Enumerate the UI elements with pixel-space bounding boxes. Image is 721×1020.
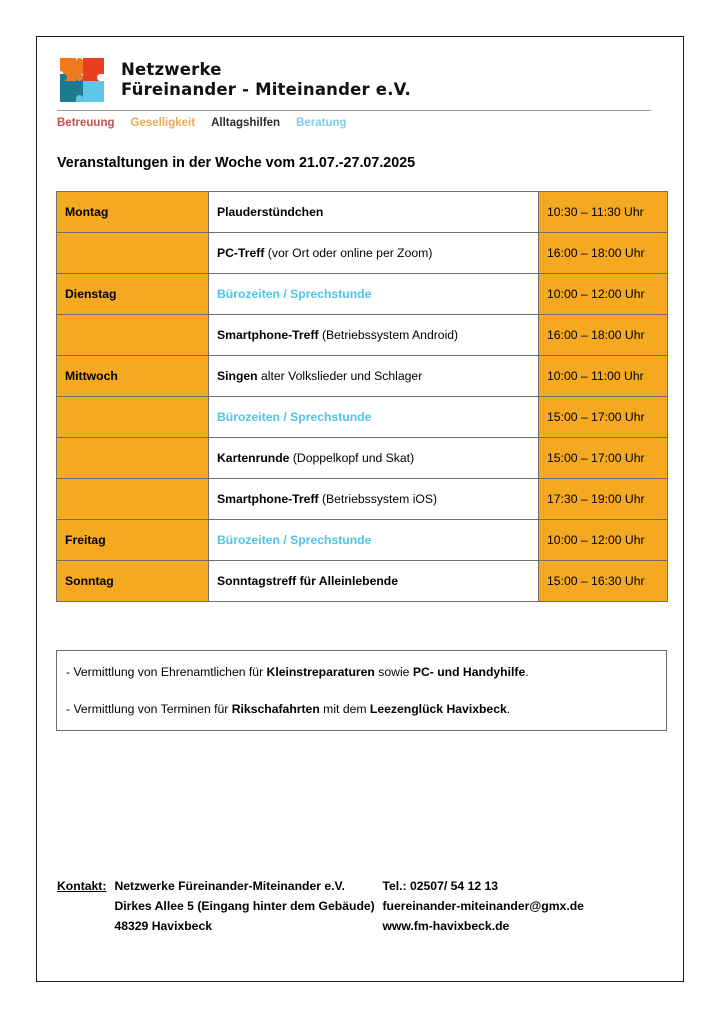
puzzle-logo-icon	[57, 55, 107, 105]
schedule-time-cell: 10:00 – 12:00 Uhr	[539, 274, 668, 315]
contact-block	[57, 877, 584, 936]
note-emphasis: Kleinstreparaturen	[266, 665, 375, 679]
document-header	[57, 55, 665, 129]
schedule-day-cell: Freitag	[57, 520, 209, 561]
note-line	[66, 664, 657, 681]
schedule-day-cell	[57, 397, 209, 438]
schedule-row	[57, 274, 668, 315]
schedule-event-cell	[209, 192, 539, 233]
tagline-list	[57, 117, 665, 129]
schedule-row	[57, 192, 668, 233]
schedule-day-cell	[57, 479, 209, 520]
tagline-item-alltagshilfen: Alltagshilfen	[211, 117, 281, 129]
schedule-event-cell	[209, 315, 539, 356]
schedule-time-cell: 10:30 – 11:30 Uhr	[539, 192, 668, 233]
schedule-row	[57, 561, 668, 602]
contact-address-line: Dirkes Allee 5 (Eingang hinter dem Gebäude)	[114, 898, 375, 913]
schedule-event-cell	[209, 274, 539, 315]
schedule-day-cell	[57, 315, 209, 356]
contact-label: Kontakt:	[57, 879, 107, 893]
schedule-time-cell: 16:00 – 18:00 Uhr	[539, 315, 668, 356]
note-text: sowie	[374, 665, 413, 679]
schedule-time-cell: 15:00 – 17:00 Uhr	[539, 397, 668, 438]
contact-phone: Tel.: 02507/ 54 12 13	[382, 879, 499, 893]
schedule-day-cell	[57, 438, 209, 479]
event-note: (Betriebssystem iOS)	[318, 492, 438, 506]
note-text: .	[506, 702, 511, 717]
header-divider	[57, 110, 651, 111]
event-office-hours-label: Bürozeiten / Sprechstunde	[217, 533, 372, 547]
schedule-time-cell: 15:00 – 17:00 Uhr	[539, 438, 668, 479]
note-emphasis: Leezenglück Havixbeck	[369, 702, 507, 717]
schedule-day-cell	[57, 233, 209, 274]
schedule-time-cell: 16:00 – 18:00 Uhr	[539, 233, 668, 274]
document-page	[36, 36, 684, 982]
schedule-day-cell: Dienstag	[57, 274, 209, 315]
note-text: - Vermittlung von Ehrenamtlichen für	[66, 665, 267, 679]
schedule-day-cell: Mittwoch	[57, 356, 209, 397]
schedule-table	[56, 191, 668, 602]
event-office-hours-label: Bürozeiten / Sprechstunde	[217, 287, 372, 301]
schedule-row	[57, 479, 668, 520]
note-emphasis: PC- und Handyhilfe	[412, 665, 526, 679]
brand-name-line-1: Netzwerke	[121, 59, 222, 79]
schedule-day-cell: Sonntag	[57, 561, 209, 602]
schedule-event-cell	[209, 397, 539, 438]
tagline-item-betreuung: Betreuung	[57, 117, 115, 129]
schedule-row	[57, 356, 668, 397]
brand-row	[57, 55, 665, 105]
schedule-row	[57, 233, 668, 274]
event-title: Sonntagstreff für Alleinlebende	[217, 574, 399, 588]
contact-address-line: 48329 Havixbeck	[114, 918, 213, 933]
contact-website[interactable]: www.fm-havixbeck.de	[382, 918, 510, 933]
event-title: Singen	[217, 369, 258, 383]
event-note: (Betriebssystem Android)	[318, 328, 459, 342]
schedule-time-cell: 17:30 – 19:00 Uhr	[539, 479, 668, 520]
event-title: Plauderstündchen	[217, 205, 324, 219]
schedule-row	[57, 520, 668, 561]
schedule-event-cell	[209, 520, 539, 561]
event-office-hours-label: Bürozeiten / Sprechstunde	[217, 410, 372, 424]
event-note: (vor Ort oder online per Zoom)	[264, 246, 433, 260]
services-notes-box	[56, 650, 667, 731]
note-line	[66, 701, 657, 718]
event-title: Smartphone-Treff	[217, 328, 319, 342]
tagline-item-beratung: Beratung	[296, 117, 347, 129]
event-title: PC-Treff	[217, 246, 265, 260]
schedule-time-cell: 10:00 – 12:00 Uhr	[539, 520, 668, 561]
event-note: alter Volkslieder und Schlager	[257, 369, 423, 383]
event-note: (Doppelkopf und Skat)	[289, 451, 415, 465]
tagline-item-geselligkeit: Geselligkeit	[130, 117, 196, 129]
schedule-time-cell: 15:00 – 16:30 Uhr	[539, 561, 668, 602]
note-text: mit dem	[319, 702, 370, 717]
schedule-event-cell	[209, 356, 539, 397]
event-title: Smartphone-Treff	[217, 492, 319, 506]
contact-address	[114, 877, 382, 936]
schedule-event-cell	[209, 561, 539, 602]
note-emphasis: Rikschafahrten	[231, 702, 320, 717]
schedule-row	[57, 315, 668, 356]
schedule-time-cell: 10:00 – 11:00 Uhr	[539, 356, 668, 397]
schedule-row	[57, 397, 668, 438]
schedule-table-body	[57, 192, 668, 602]
note-text: - Vermittlung von Terminen für	[66, 702, 232, 717]
contact-email[interactable]: fuereinander-miteinander@gmx.de	[382, 898, 584, 913]
brand-text	[121, 60, 411, 100]
schedule-event-cell	[209, 233, 539, 274]
schedule-day-cell: Montag	[57, 192, 209, 233]
contact-details	[382, 877, 584, 936]
event-title: Kartenrunde	[217, 451, 290, 465]
page-title: Veranstaltungen in der Woche vom 21.07.-27.07.2025	[57, 155, 416, 171]
brand-name-line-2: Füreinander - Miteinander e.V.	[121, 80, 411, 99]
schedule-event-cell	[209, 438, 539, 479]
note-text: .	[525, 665, 529, 679]
contact-address-line: Netzwerke Füreinander-Miteinander e.V.	[114, 879, 345, 893]
schedule-event-cell	[209, 479, 539, 520]
schedule-row	[57, 438, 668, 479]
